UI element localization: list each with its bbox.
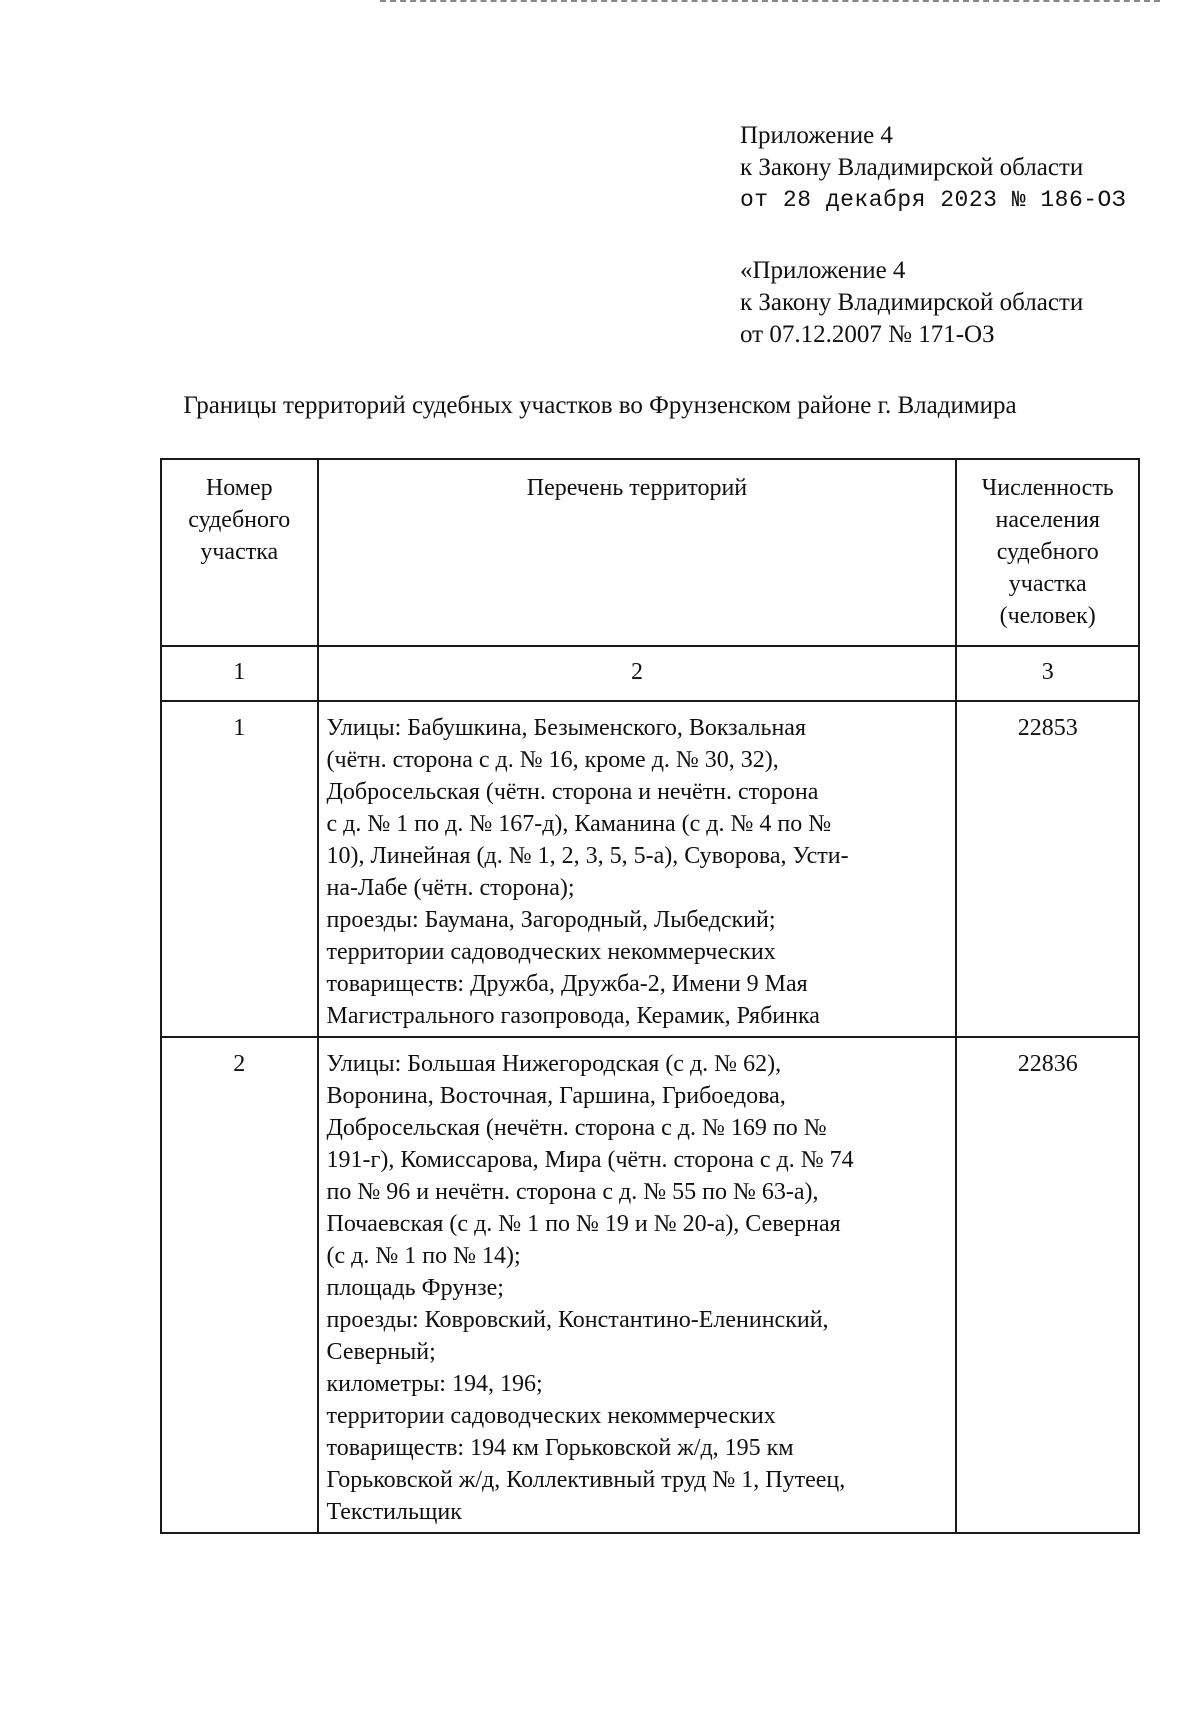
column-index: 1 xyxy=(161,646,318,701)
table-row xyxy=(161,1037,1139,1533)
territory-line: Воронина, Восточная, Гаршина, Грибоедова, xyxy=(326,1083,786,1109)
territory-line: товариществ: 194 км Горьковской ж/д, 195 км xyxy=(326,1435,794,1461)
original-appendix-title: «Приложение 4 xyxy=(740,257,906,284)
original-appendix-date-number: от 07.12.2007 № 171-ОЗ xyxy=(740,321,995,348)
district-number: 1 xyxy=(161,701,318,1037)
territory-line: проезды: Баумана, Загородный, Лыбедский; xyxy=(326,907,776,933)
district-population: 22836 xyxy=(956,1037,1139,1533)
column-index: 2 xyxy=(318,646,957,701)
territory-line: Добросельская (нечётн. сторона с д. № 169 по № xyxy=(326,1115,827,1141)
territory-line: с д. № 1 по д. № 167-д), Каманина (с д. № 4 по № xyxy=(326,811,832,837)
territory-line: Текстильщик xyxy=(326,1499,462,1525)
territory-list xyxy=(318,701,957,1037)
column-index-row xyxy=(161,646,1139,701)
appendix-header xyxy=(740,120,1126,216)
territory-line: проезды: Ковровский, Константино-Еленинский, xyxy=(326,1307,829,1333)
territory-list xyxy=(318,1037,957,1533)
document-title: Границы территорий судебных участков во Фрунзенском районе г. Владимира xyxy=(183,392,1017,419)
appendix-law-reference: к Закону Владимирской области xyxy=(740,154,1084,181)
original-appendix-header xyxy=(740,255,1083,351)
table-header-row xyxy=(161,459,1139,646)
territory-line: территории садоводческих некоммерческих xyxy=(326,939,776,965)
territory-line: 191-г), Комиссарова, Мира (чётн. сторона с д. № 74 xyxy=(326,1147,854,1173)
header-population: Численность населения судебного участка (человек) xyxy=(956,459,1139,646)
territory-line: Улицы: Бабушкина, Безыменского, Вокзальная xyxy=(326,715,806,741)
territory-line: 10), Линейная (д. № 1, 2, 3, 5, 5-а), Суворова, Усти- xyxy=(326,843,849,869)
appendix-title: Приложение 4 xyxy=(740,122,893,149)
original-appendix-law-reference: к Закону Владимирской области xyxy=(740,289,1084,316)
territory-line: Улицы: Большая Нижегородская (с д. № 62), xyxy=(326,1051,782,1077)
top-scan-edge xyxy=(380,0,1160,4)
territory-line: территории садоводческих некоммерческих xyxy=(326,1403,776,1429)
territory-line: товариществ: Дружба, Дружба-2, Имени 9 Мая xyxy=(326,971,808,997)
territory-line: километры: 194, 196; xyxy=(326,1371,543,1397)
territory-line: (чётн. сторона с д. № 16, кроме д. № 30, 32), xyxy=(326,747,779,773)
territory-line: на-Лабе (чётн. сторона); xyxy=(326,875,575,901)
district-population: 22853 xyxy=(956,701,1139,1037)
table-row xyxy=(161,701,1139,1037)
territory-line: (с д. № 1 по № 14); xyxy=(326,1243,521,1269)
territory-line: Магистрального газопровода, Керамик, Рябинка xyxy=(326,1003,820,1029)
territory-line: Северный; xyxy=(326,1339,436,1365)
header-territory-list: Перечень территорий xyxy=(318,459,957,646)
territory-line: по № 96 и нечётн. сторона с д. № 55 по № 63-а), xyxy=(326,1179,819,1205)
territory-line: Горьковской ж/д, Коллективный труд № 1, Путеец, xyxy=(326,1467,846,1493)
header-district-number: Номер судебного участка xyxy=(161,459,318,646)
court-districts-table xyxy=(160,458,1140,1534)
territory-line: площадь Фрунзе; xyxy=(326,1275,504,1301)
territory-line: Почаевская (с д. № 1 по № 19 и № 20-а), Северная xyxy=(326,1211,841,1237)
appendix-date-number: от 28 декабря 2023 № 186-ОЗ xyxy=(740,187,1127,213)
district-number: 2 xyxy=(161,1037,318,1533)
column-index: 3 xyxy=(956,646,1139,701)
territory-line: Добросельская (чётн. сторона и нечётн. сторона xyxy=(326,779,819,805)
